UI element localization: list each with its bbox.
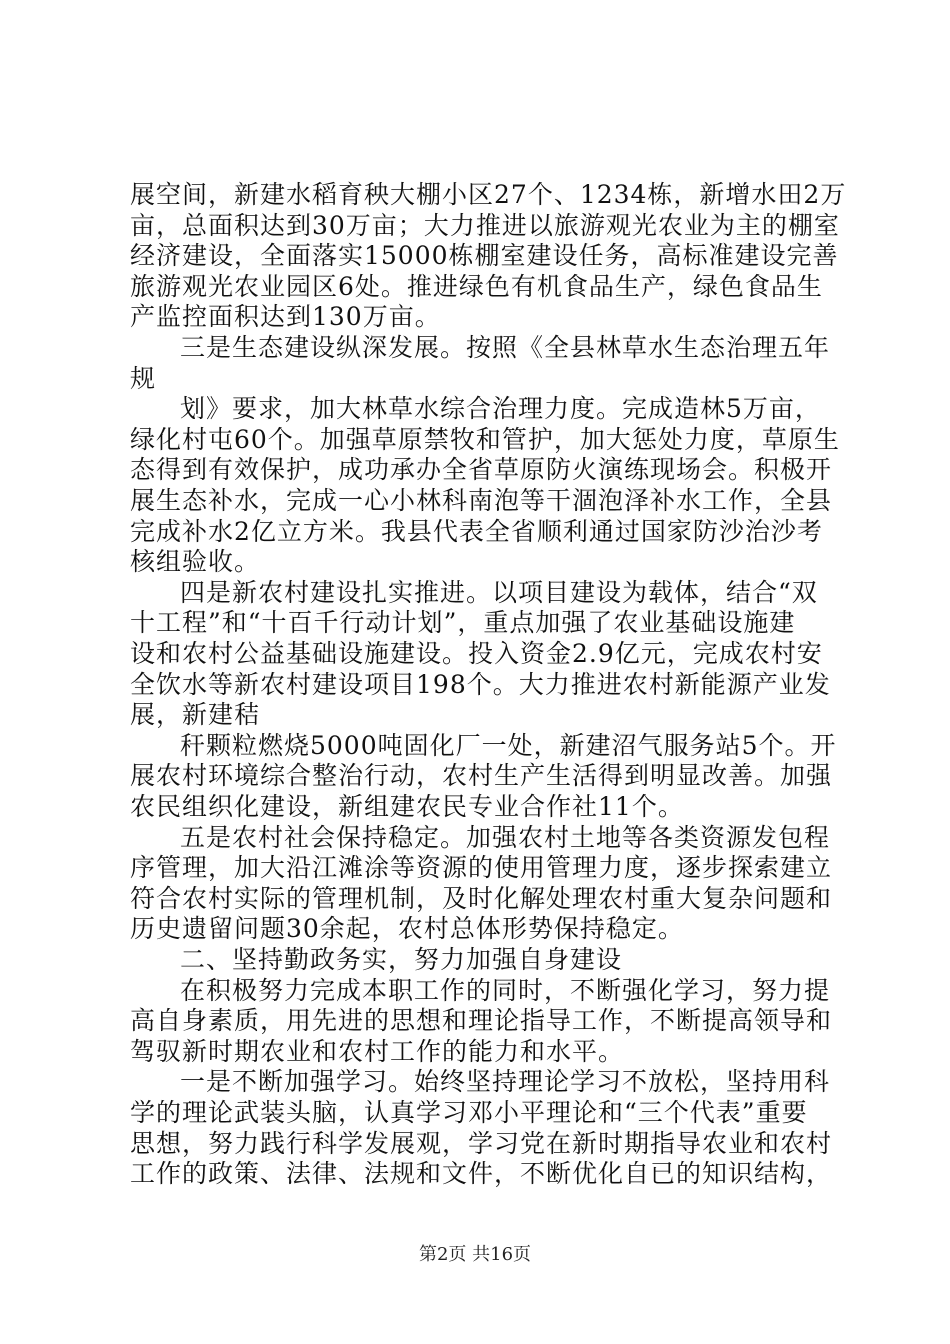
- text-line: 旅游观光农业园区6处。推进绿色有机食品生产，绿色食品生: [130, 271, 823, 301]
- text-line: 划》要求，加大林草水综合治理力度。完成造林5万亩，: [180, 394, 821, 424]
- section-heading: 二、坚持勤政务实，努力加强自身建设: [180, 945, 623, 974]
- text-line: 完成补水2亿立方米。我县代表全省顺利通过国家防沙治沙考: [130, 516, 823, 546]
- text-line: 产监控面积达到130万亩。: [130, 302, 441, 332]
- text-line: 展生态补水，完成一心小林科南泡等干涸泡泽补水工作，全县: [130, 486, 833, 515]
- text-line: 展空间，新建水稻育秧大棚小区27个、1234栋，新增水田2万: [130, 180, 847, 209]
- text-line: 规: [130, 363, 157, 393]
- paragraph-start: 一是不断加强学习。始终坚持理论学习不放松，坚持用科: [180, 1067, 831, 1097]
- text-line: 历史遗留问题30余起，农村总体形势保持稳定。: [130, 914, 684, 944]
- text-line: 十工程”和“十百千行动计划”，重点加强了农业基础设施建: [130, 608, 796, 638]
- text-line: 符合农村实际的管理机制，及时化解处理农村重大复杂问题和: [130, 883, 833, 913]
- paragraph-start: 三是生态建设纵深发展。按照《全县林草水生态治理五年: [180, 333, 831, 362]
- paragraph-start: 在积极努力完成本职工作的同时，不断强化学习，努力提: [180, 975, 831, 1005]
- paragraph-start: 五是农村社会保持稳定。加强农村土地等各类资源发包程: [180, 822, 831, 852]
- text-line: 核组验收。: [130, 547, 261, 577]
- text-line: 绿化村屯60个。加强草原禁牧和管护，加大惩处力度，草原生: [130, 424, 840, 454]
- text-line: 学的理论武装头脑，认真学习邓小平理论和“三个代表”重要: [130, 1098, 808, 1127]
- text-line: 经济建设，全面落实15000栋棚室建设任务，高标准建设完善: [130, 241, 839, 271]
- text-line: 态得到有效保护，成功承办全省草原防火演练现场会。积极开: [130, 455, 833, 485]
- text-line: 展，新建秸: [130, 700, 261, 730]
- text-line: 秆颗粒燃烧5000吨固化厂一处，新建沼气服务站5个。开: [180, 730, 837, 760]
- text-line: 思想，努力践行科学发展观，学习党在新时期指导农业和农村: [130, 1128, 833, 1158]
- text-line: 农民组织化建设，新组建农民专业合作社11个。: [130, 792, 684, 821]
- text-line: 序管理，加大沿江滩涂等资源的使用管理力度，逐步探索建立: [130, 853, 833, 883]
- text-line: 全饮水等新农村建设项目198个。大力推进农村新能源产业发: [130, 669, 831, 699]
- text-line: 亩，总面积达到30万亩；大力推进以旅游观光农业为主的棚室: [130, 210, 840, 240]
- paragraph-start: 四是新农村建设扎实推进。以项目建设为载体，结合“双: [180, 577, 818, 607]
- page-number-footer: 第2页 共16页: [418, 1244, 532, 1265]
- text-line: 高自身素质，用先进的思想和理论指导工作，不断提高领导和: [130, 1006, 833, 1036]
- text-line: 设和农村公益基础设施建设。投入资金2.9亿元，完成农村安: [130, 639, 823, 668]
- text-line: 展农村环境综合整治行动，农村生产生活得到明显改善。加强: [130, 761, 833, 791]
- text-line: 工作的政策、法律、法规和文件，不断优化自已的知识结构，: [130, 1159, 833, 1189]
- text-line: 驾驭新时期农业和农村工作的能力和水平。: [130, 1036, 625, 1066]
